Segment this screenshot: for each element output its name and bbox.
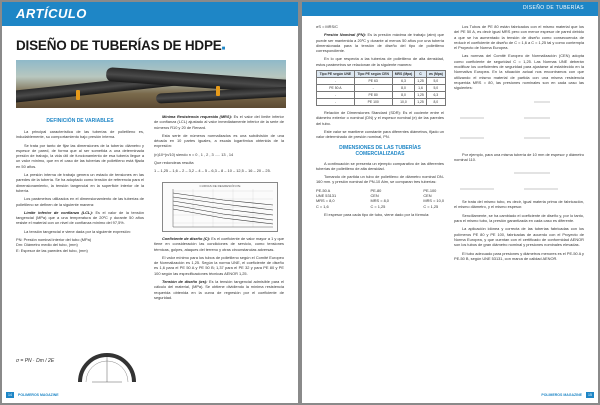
paragraph (154, 114, 284, 130)
pipe-comparison (316, 188, 444, 209)
paragraph: Esta serie de números normalizados es una subdivisión de una década en 10 partes iguales, a escala logarítmica obtenida de la expresión: (154, 132, 284, 149)
article-title-text: DISEÑO DE TUBERÍAS DE HDPE (16, 38, 222, 53)
paragraph: La aplicación idónea y correcta de las tuberías fabricadas con los polímeros PE 80 y PE 100, fabricadas de acuerdo con el Proyecto de Norma Europea, y que cuentan con el certificado de conformidad AENOR son los tubos de gran diámetro nominal y presiones nominales elevadas. (454, 226, 584, 248)
table-cell: PE 80 (354, 92, 392, 99)
variable-def: E: Espesor de las paredes del tubo, (mm) (16, 247, 88, 253)
formula-line: σS = MRS/C (316, 24, 338, 29)
table-cell: - (354, 85, 392, 92)
table-cell: 8,0 (392, 85, 415, 92)
table-row (317, 92, 446, 99)
pipe-attr: C = 1,6 (316, 203, 329, 209)
paragraph: Los Tubos de PE 80 están fabricados con el mismo material que los del PE 50 A, es decir igual MRS pero con menor espesor de pared debido a que se ha aumentado la tensión de diseño como consecuencia de reducir el coeficiente de diseño de C = 1,6 a C = 1,25 tal y como contempla el Proyecto de Norma Europea. (454, 24, 584, 51)
term-label: Mínima Resistencia requerida (MRS): (162, 114, 233, 119)
term-label: Coeficiente de diseño (C): (162, 236, 211, 241)
pipeline-photo (16, 60, 286, 108)
pipe-attr: MRS = 8,0 (370, 198, 389, 204)
variable-def: PN: Presión nominal interior del tubo (MPa) (16, 237, 92, 243)
table-cell: PE 50 A (317, 85, 355, 92)
section-heading: DEFINICIÓN DE VARIABLES (46, 118, 114, 124)
table-cell: 8,0 (392, 92, 415, 99)
left-column-1 (16, 114, 144, 256)
equation-graphic (454, 94, 584, 152)
paragraph: Se trata por tanto de fijar las dimensiones de la tubería: diámetro y espesor de pared, de forma que al ser sometida a una determinada presión de trabajo, la vida útil de funcionamiento de esa tubería llegue a un valor mínimo, que en el caso de las tuberías de polietileno está fijada en 50 años. (16, 142, 144, 169)
paragraph: 1 – 1,25 – 1,6 – 2 – 3,2 – 4 – 5 – 6,3 – 8 – 10 – 12,5 – 16 – 20 – 25. (154, 168, 271, 174)
paragraph: A continuación se presenta un ejemplo comparativo de las diferentes tuberías de polietileno de alta densidad. (316, 160, 444, 171)
pipe-cross-section-icon (72, 344, 142, 384)
table-cell: 5,0 (426, 78, 445, 85)
table-cell: 5,0 (426, 85, 445, 92)
table-header-cell: C (415, 71, 426, 78)
pipe-attr: PE-50 A (316, 187, 331, 193)
paragraph: El tubo adecuado para presiones y diámetros menores es el PE-50 A y PE-50 B, según UNE 53131, con marca de calidad AENOR. (454, 250, 584, 261)
pipe-attr: C = 1,25 (370, 203, 386, 209)
worker-figure (76, 90, 80, 100)
table-cell: 1,25 (415, 78, 426, 85)
title-dot-icon: ■ (221, 46, 226, 52)
page-number: 15 (586, 392, 594, 398)
pipe-attr: MRS = 8,0 (316, 198, 335, 204)
pe-types-table (316, 70, 446, 106)
paragraph: En lo que respecta a las tuberías de polietileno de alta densidad, estos parámetros se relacionan de la siguiente manera: (316, 56, 444, 67)
term-label: Presión Nominal (PN): (324, 32, 366, 38)
paragraph: Se trata del mismo tubo, es decir, igual materia prima de fabricación, el mismo diámetro, y el mismo espesor. (454, 199, 584, 210)
pipe-type-pe80 (370, 188, 389, 209)
table-row (317, 78, 446, 85)
pipe-attr: UNE 53131 (316, 193, 337, 199)
pressure-equations (454, 94, 584, 152)
page-number: 14 (6, 392, 14, 398)
table-row (317, 85, 446, 92)
paragraph (154, 279, 284, 300)
section-header-band (302, 2, 598, 16)
table-header-row (317, 71, 446, 78)
table-cell: PE 63 (354, 78, 392, 85)
paragraph: (n)10^(n/10) siendo n = 0 , 1 , 2 , 3 ..... 13 , 14 (154, 151, 234, 157)
section-heading: DIMENSIONES DE LAS TUBERÍAS COMERCIALIZADAS (339, 144, 421, 157)
paragraph: Por ejemplo, para una misma tubería de 10 mm de espesor y diámetro nominal 110. (454, 151, 584, 162)
paragraph (16, 210, 144, 226)
paragraph: La principal característica de las tuberías de polietileno es, indudablemente, su comportamiento bajo presión interna. (16, 129, 144, 140)
table-cell: 6,3 (426, 92, 445, 99)
paragraph: La presión interna de trabajo genera un estado de tensiones en las paredes de la tubería. Se ha adoptado como tensión de referencia para el dimensionamiento, la tensión tangencial en la superficie interior de la tubería. (16, 172, 144, 193)
right-column-1 (316, 24, 444, 220)
table-cell: 8,0 (426, 99, 445, 106)
equation-graphic (454, 165, 584, 199)
term-text: Es la tensión tangencial admisible para el cálculo del material, (MPa). Se obtiene dividiendo la mínima resistencia requerida obtenida en la curva de regresión por el coeficiente de seguridad. (154, 279, 284, 300)
section-label: DISEÑO DE TUBERÍAS (522, 5, 584, 11)
regression-chart (162, 182, 278, 232)
table-cell: - (317, 92, 355, 99)
table-cell: 1,6 (415, 85, 426, 92)
tension-formula: σ = PN · Dm / 2E (16, 358, 55, 364)
paragraph: El espesor para cada tipo de tubo, viene dado por la fórmula: (324, 211, 430, 217)
worker-figure (216, 86, 220, 96)
pipe-attr: MRS = 10,0 (423, 198, 444, 204)
paragraph: Tomando de partida un tubo de polietileno de diámetro nominal DN-160 mm. y presión nominal de PN-10 Atm, se comparan tres tuberías: (316, 174, 444, 185)
pipe-attr: CEN (370, 193, 379, 199)
term-label: Límite inferior de confianza (LCL): (24, 209, 93, 215)
pipe-attr: C = 1,25 (423, 203, 439, 209)
table-header-cell: MRS (Mpa) (392, 71, 415, 78)
left-column-2 (154, 114, 284, 177)
pipe-attr: PE-80 (370, 187, 382, 193)
table-cell: 1,25 (415, 92, 426, 99)
paragraph: Que redondeas resulta (154, 160, 194, 166)
footer-brand: POLIMEROS MAGAZINE (18, 393, 59, 397)
article-title (16, 38, 225, 53)
pipe-type-pe50a (316, 188, 336, 209)
term-text: Es el valor de la tensión tangencial (MPa) que a una temperatura de 20ºC y durante 50 años resiste el material con un nivel de confianza mínimo del 97,5%. (16, 209, 144, 226)
paragraph: Las normas del Comité Europeo de Normalización (CEN) adopta como coeficiente de seguridad C = 1,25. Las Normas UNE deberán modificar los coeficientes de seguridad para ajustarse al establecido en la Normativa Europea. En la situación actual nos encontramos con que utilizando el mismo material de partida con una misma resistencia requerida MRS = 80, las presiones nominales son en cada caso las siguientes: (454, 53, 584, 91)
section-header-band (2, 2, 298, 26)
variable-def: Dm: Diámetro medio del tubo, (mm) (16, 242, 78, 248)
section-label: ARTÍCULO (16, 6, 87, 21)
paragraph: Los parámetros utilizados en el dimensionamiento de las tuberías de polietileno se definen de la siguiente manera: (16, 196, 144, 207)
footer-brand: POLIMEROS MAGAZINE (541, 393, 582, 397)
paragraph: Este valor se mantiene constante para diferentes diámetros, fijado un valor determinado de presión nominal, PN. (316, 128, 444, 140)
term-text: Es el valor del límite inferior de confianza (LCL) ajustado al valor inmediatamente inferior de la serie de números R10 y 20 de Renard. (154, 114, 284, 130)
table-cell: - (317, 78, 355, 85)
table-cell: 6,3 (392, 78, 415, 85)
right-page (302, 2, 598, 403)
term-label: Tensión de diseño (σs): (162, 279, 208, 285)
table-header-cell: σs (Mpa) (426, 71, 445, 78)
paragraph: Relación de Dimensiones Standard (SDR): Es el cociente entre el diámetro exterior o nominal (DN) y el espesor nominal (e) de las paredes del tubo. (316, 110, 444, 126)
left-column-2b (154, 236, 284, 303)
table-cell: PE 100 (354, 99, 392, 106)
paragraph (154, 236, 284, 252)
paragraph: El valor mínimo para los tubos de polietileno según el Comité Europeo de Normalización es 1,25. Según la norma UNE, el coeficiente de diseño es 1,6 para el PE 50 A y PE 50 B; 1,37 para el PE 32 y para PE 80 y PE 100 según las especificaciones técnicas AENOR 1,25. (154, 254, 284, 276)
term-text: Es el coeficiente de valor mayor a 1 y que tiene en consideración las condiciones de servicio, como tensiones térmicas, golpes, ataques del terreno y otras circunstancias adversas. (154, 236, 284, 252)
table-cell: - (317, 99, 355, 106)
chart-title: CURVAS DE REGRESIÓN PE (199, 184, 241, 188)
table-row (317, 99, 446, 106)
table-cell: 1,25 (415, 99, 426, 106)
paragraph: La tensión tangencial σ viene dada por la siguiente expresión: (24, 228, 131, 234)
pipe-attr: PE-100 (423, 187, 437, 193)
pipe-attr: CEN (423, 193, 432, 199)
pipe-type-pe100 (423, 188, 444, 209)
formula-block (16, 344, 144, 386)
left-page (2, 2, 298, 403)
example-equations (454, 165, 584, 199)
table-cell: 10,0 (392, 99, 415, 106)
term-text: Es la presión máxima de trabajo (atm) que puede ser mantenida a 20ºC y durante al menos 50 años por una tubería dimensionada para la tensión de diseño del tipo de polietileno correspondiente. (316, 32, 444, 54)
paragraph (316, 32, 444, 53)
right-column-2 (454, 24, 584, 264)
table-header-cell: Tipo PE según CEN (354, 71, 392, 78)
table-header-cell: Tipo PE según UNE (317, 71, 355, 78)
paragraph: Sencillamente, se ha cambiado el coeficiente de diseño y, por lo tanto, para el mismo tubo, la presión garantizada en cada caso es diferente. (454, 212, 584, 224)
regression-curves (163, 183, 279, 233)
